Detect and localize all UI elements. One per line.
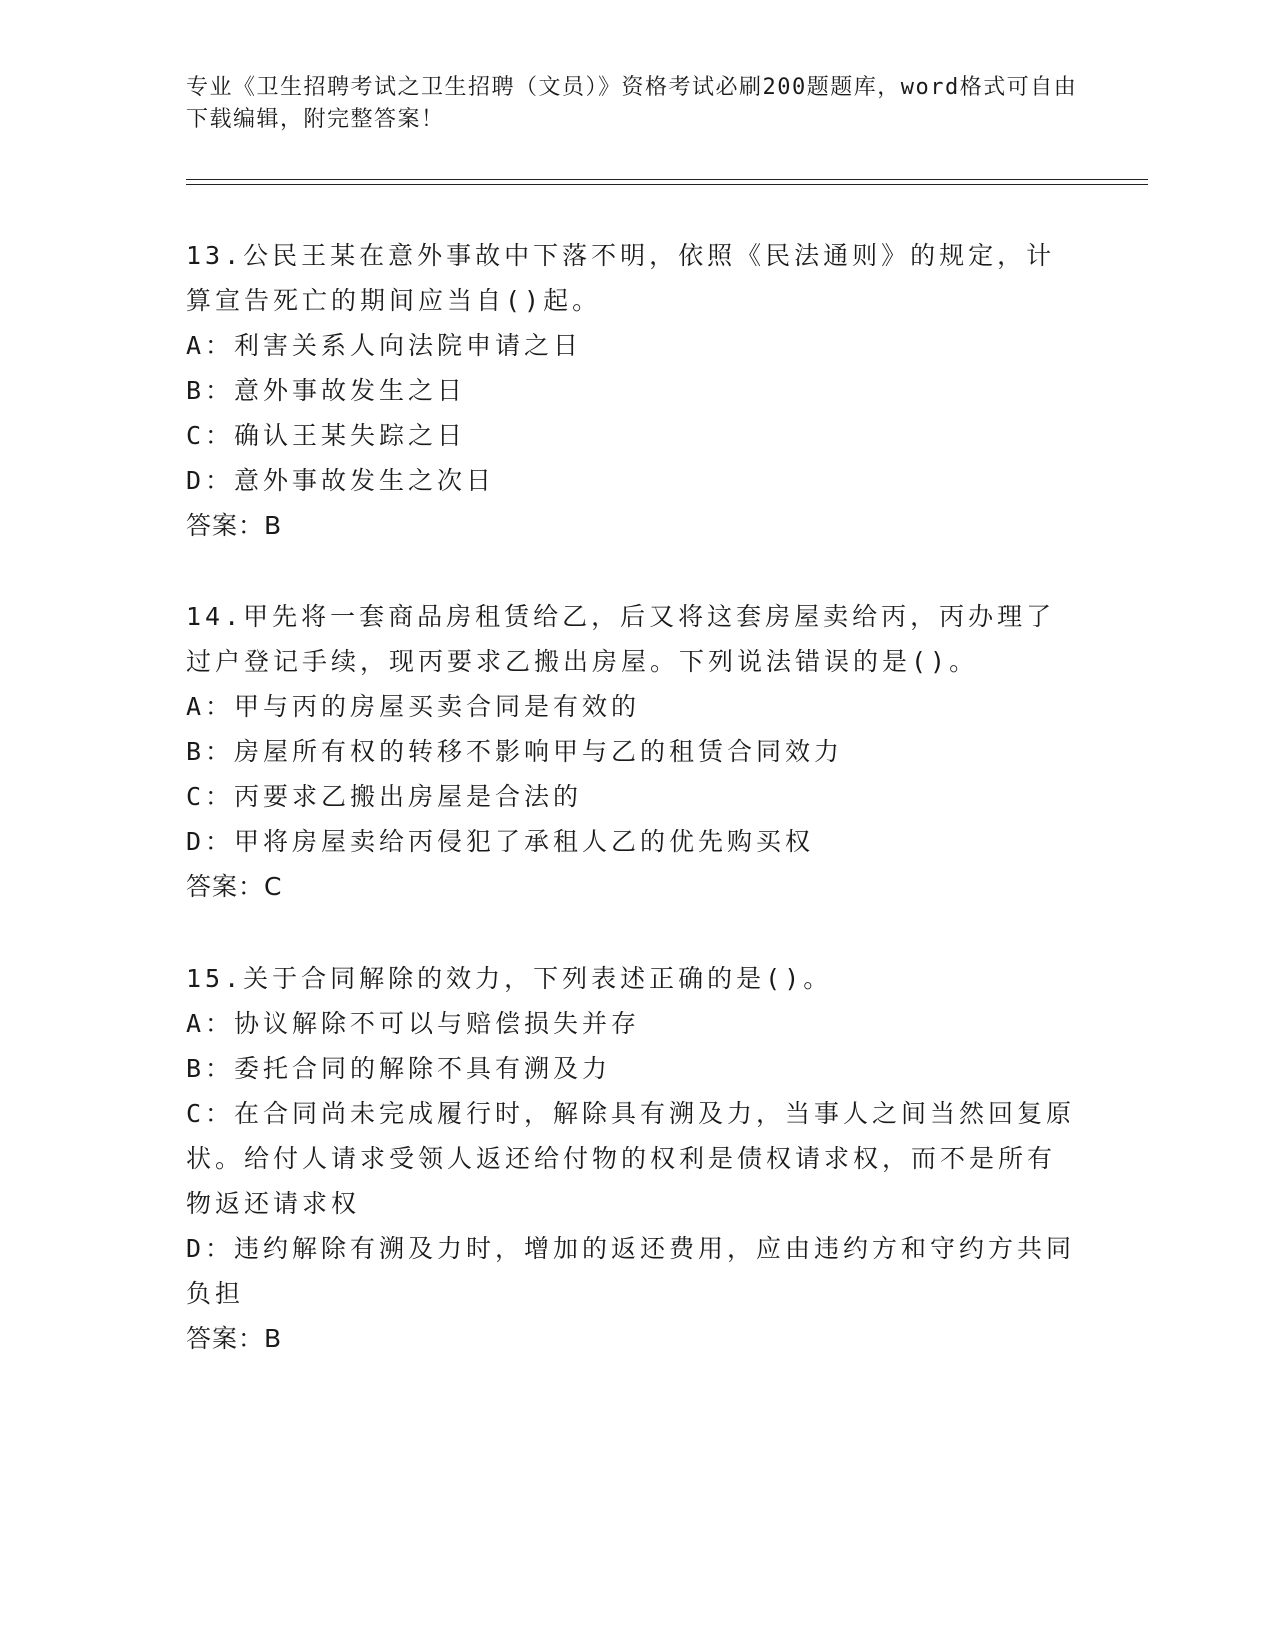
answer: 答案：B <box>186 1324 283 1353</box>
answer: 答案：B <box>186 511 283 540</box>
option-d: D：违约解除有溯及力时，增加的返还费用，应由违约方和守约方共同负担 <box>186 1234 1076 1308</box>
header-divider-top <box>186 179 1148 180</box>
question-15 <box>186 956 1076 1361</box>
option-d: D：甲将房屋卖给丙侵犯了承租人乙的优先购买权 <box>186 827 815 856</box>
option-b: B：委托合同的解除不具有溯及力 <box>186 1054 612 1083</box>
option-b: B：房屋所有权的转移不影响甲与乙的租赁合同效力 <box>186 737 844 766</box>
option-a: A：协议解除不可以与赔偿损失并存 <box>186 1009 641 1038</box>
question-stem: 14.甲先将一套商品房租赁给乙，后又将这套房屋卖给丙，丙办理了过户登记手续，现丙要求乙搬出房屋。下列说法错误的是()。 <box>186 602 1056 676</box>
option-b: B：意外事故发生之日 <box>186 376 467 405</box>
answer: 答案：C <box>186 872 283 901</box>
option-a: A：甲与丙的房屋买卖合同是有效的 <box>186 692 641 721</box>
option-d: D：意外事故发生之次日 <box>186 466 496 495</box>
document-header: 专业《卫生招聘考试之卫生招聘（文员）》资格考试必刷200题题库，word格式可自由下载编辑，附完整答案！ <box>186 75 1078 132</box>
option-c: C：确认王某失踪之日 <box>186 421 467 450</box>
option-a: A：利害关系人向法院申请之日 <box>186 331 583 360</box>
question-13 <box>186 233 1076 548</box>
header-divider-bottom <box>186 184 1148 185</box>
question-stem: 15.关于合同解除的效力，下列表述正确的是()。 <box>186 964 833 993</box>
question-14 <box>186 594 1076 909</box>
question-stem: 13.公民王某在意外事故中下落不明，依照《民法通则》的规定，计算宣告死亡的期间应当自()起。 <box>186 241 1056 315</box>
option-c: C：丙要求乙搬出房屋是合法的 <box>186 782 583 811</box>
option-c: C：在合同尚未完成履行时，解除具有溯及力，当事人之间当然回复原状。给付人请求受领人返还给付物的权利是债权请求权，而不是所有物返还请求权 <box>186 1099 1076 1218</box>
